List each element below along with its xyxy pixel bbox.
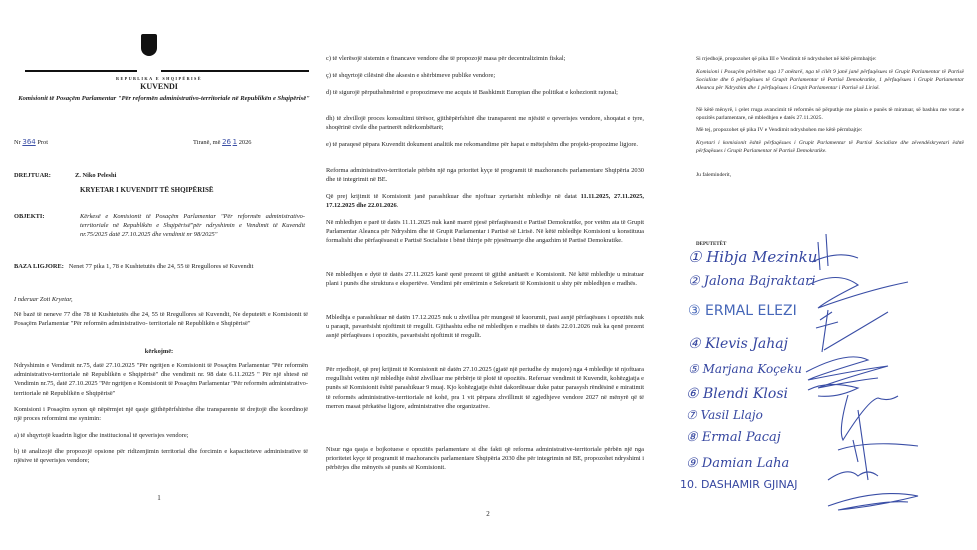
request-heading: kërkojmë: bbox=[144, 348, 174, 355]
signature-scribbles bbox=[798, 230, 928, 530]
signature-3: ③ ERMAL ELEZI bbox=[688, 303, 797, 319]
point4-paragraph: Më tej, propozohet që pika IV e Vendimit ndryshohen me këtë përmbajtje: bbox=[696, 127, 863, 133]
date-month-handwritten: 1 bbox=[232, 138, 238, 146]
second-meeting-paragraph: Në mbledhjen e dytë të datës 27.11.2025 kanë qenë prezent të gjithë anëtarët e Komisionit. Në këtë mbledhje u miratuar plani i punës dhe struktura e ekspertëve. Vendimi për emërimin e Sekretarit të Komisionit u shty për mbledhjen e rradhës. bbox=[326, 271, 644, 288]
signature-mark bbox=[838, 440, 918, 462]
signature-8: ⑧ Ermal Pacaj bbox=[686, 430, 781, 445]
legal-basis-text: Nenet 77 pika 1, 78 e Kushtetutës dhe 24, 55 të Rregullores së Kuvendit bbox=[68, 263, 254, 270]
list-item: d) të sigurojë përputhshmërinë e propozimeve me acquis të Bashkimit Europian dhe politikat e kohezionit rajonal; bbox=[326, 89, 618, 96]
third-meeting-paragraph: Mbledhja e parashikuar në datën 17.12.2025 nuk u zhvillua për mungesë të kuorumit, pasi asnjë përfaqësues i opozitës nuk u paraqit, pavarësisht njoftimit të rregullt. Gjithashtu edhe në mbledhjen e rradhës të datës 22.01.2026 nuk ka qenë prezent asnjë përfaqësues i opozitës, pavarësisht njoftimit të rregullt. bbox=[326, 314, 644, 340]
signature-mark bbox=[812, 234, 858, 270]
signature-4: ④ Klevis Jahaj bbox=[688, 336, 788, 352]
date-day-handwritten: 26 bbox=[222, 138, 231, 146]
meetings-text: Që prej krijimit të Komisionit janë parashikuar dhe njoftuar zyrtarisht mbledhje në datat bbox=[326, 193, 577, 200]
consequence-paragraph: Për rrjedhojë, që prej krijimit të Komisionit në datën 27.10.2025 (gjatë një periudhe dy mujore) nga 4 mbledhje të njoftuara rregullisht vetëm një mbledhje është zhvilluar me përbërje të plotë të opozitës. Referuar vendimit të Kuvendit, kohëzgjatja e punës së Komisionit është parashikuar 9 muaj. Kjo kohëzgjatje është dakordësuar duke patur parasysh rëndësinë e miratimit të reformës administrative-territoriale në kohë, pra 1 vit përpara zhvillimit të zgjedhjeve vendore 2027 në mënyrë që të merren masat përkatëse ligjore, administrative dhe organizative. bbox=[326, 366, 644, 410]
point3-quote: Komisioni i Posaçëm përbëhet nga 17 anëtarë, nga të cilët 9 janë janë përfaqësues të Grupit Parlamentar të Partisë Socialiste dhe 6 përfaqësues të Grupit Parlamentar të Partisë Demokratike, 1 përfaqësues i Grupit Parlamentar Aleanca për Ndryshim dhe 1 përfaqësues i Grupit Parlamentar i Partisë së Lirisë. bbox=[696, 69, 964, 91]
prot-label: Prot bbox=[37, 139, 48, 146]
list-item: dh) të zhvillojë proces konsultimi tërësor, gjithëpërfshirë dhe transparent me njësitë e qeverisjes vendore, shoqatat e tyre, shoqërinë civile dhe partnerët ndërkombëtarë; bbox=[326, 115, 644, 132]
header-rule-left bbox=[25, 70, 137, 72]
signature-mark bbox=[828, 472, 878, 480]
list-item: a) të shqyrtojë kuadrin ligjor dhe institucional të qeverisjes vendore; bbox=[14, 432, 189, 439]
subject-text: Kërkesë e Komisionit të Posaçëm Parlamentar "Për reformën administrativo-territoriale në Republikën e Shqipërisë"për ndryshimin e Vendimit të Kuvendit nr.75/2025 datë 27.10.2025 dhe vendimit nr 98/2025" bbox=[80, 213, 305, 239]
signatories-heading: DEPUTETËT bbox=[696, 242, 727, 247]
date-year: 2026 bbox=[238, 139, 252, 146]
coat-of-arms-emblem bbox=[141, 34, 157, 56]
document-page-1 bbox=[0, 0, 318, 550]
proposal-paragraph: Nisur nga qasja e bojkotuese e opozitës parlamentare si dhe fakti që reforma administrative-territoriale përbën një nga prioritetet kyçe të programit të mazhorancës parlamentare Shqipëria 2030 dhe për integrimin në BE, propozohet ndryshimi i përbërjes dhe mënyrës së punës së Komisionit. bbox=[326, 446, 644, 472]
document-date bbox=[193, 138, 251, 147]
manner-paragraph: Në këtë mënyrë, i çelet rruga avancimit të reformës në përputhje me planin e punës të miratuar, së bashku me votat e opozitës parlamentare, në mbledhjen e datës 27.11.2025. bbox=[696, 107, 964, 121]
point4-quote: Kryetari i komisionit është përfaqësues i Grupit Parlamentar të Partisë Socialiste dhe zëvendëskryetari është përfaqësues i Grupit Parlamentar të Partisë Demokratike. bbox=[696, 140, 964, 154]
signature-7: ⑦ Vasil Llajo bbox=[686, 408, 763, 422]
signature-mark bbox=[841, 395, 898, 480]
first-meeting-paragraph: Në mbledhjen e parë të datës 11.11.2025 nuk kanë marrë pjesë përfaqësuesit e Partisë Demokratike, por vetëm ata të Grupit Parlamentar Aleanca për Ndryshim dhe të Grupit Parlamentar i Partisë së Lirisë. Në këtë mbledhje Komisioni u konstituua formalisht dhe përfaqësuesit e Partisë Socialiste i bënë thirrje për pjesëmarrje dhe angazhim të Partisë Demokratike. bbox=[326, 219, 644, 245]
date-prefix: Tiranë, më bbox=[193, 139, 221, 146]
signature-mark bbox=[808, 384, 858, 396]
protocol-number bbox=[14, 138, 48, 147]
signature-6: ⑥ Blendi Klosi bbox=[686, 386, 788, 402]
nr-handwritten: 364 bbox=[22, 138, 36, 146]
signature-2: ② Jalona Bajraktari bbox=[688, 274, 816, 289]
republic-label: REPUBLIKA E SHQIPËRISË bbox=[116, 76, 202, 81]
salutation: I nderuar Zoti Kryetar, bbox=[14, 296, 73, 303]
reform-paragraph: Reforma administrativo-territoriale përbën një nga prioritet kyçe të programit të mazhorancës parlamentare Shqipëria 2030 dhe të integrimit në BE. bbox=[326, 167, 644, 184]
header-rule-right bbox=[161, 70, 309, 72]
closing-text: Ju faleminderit, bbox=[696, 172, 732, 178]
subject-label: OBJEKTI: bbox=[14, 213, 45, 220]
aim-paragraph: Komisioni i Posaçëm synon që nëpërmjet një qasje gjithëpërfshirëse dhe transparente të drejtojë dhe koordinojë një proces reformimi me synimin: bbox=[14, 406, 308, 423]
signature-9: ⑨ Damian Laha bbox=[686, 456, 790, 471]
signature-mark bbox=[806, 357, 888, 388]
signature-10: 10. DASHAMIR GJINAJ bbox=[680, 478, 798, 491]
page-number: 1 bbox=[157, 494, 161, 502]
list-item: c) të vlerësojë sistemin e financave vendore dhe të propozojë masa për decentralizimin fiskal; bbox=[326, 55, 566, 62]
document-page-2 bbox=[318, 0, 658, 550]
legal-basis bbox=[14, 262, 314, 271]
list-item: e) të paraqesë pëpara Kuvendit dokument analitik me rekomandime për hapat e mëtejshëm dhe projekt-propozime ligjore. bbox=[326, 141, 638, 148]
addressee-name: Z. Niko Peleshi bbox=[75, 172, 117, 179]
meetings-paragraph: Që prej krijimit të Komisionit janë parashikuar dhe njoftuar zyrtarisht mbledhje në datat 11.11.2025, 27.11.2025, 17.12.2025 dhe 22.01.2026. bbox=[326, 193, 644, 210]
point3-paragraph: Si rrjedhojë, propozohet që pika III e Vendimit të ndryshohet në këtë përmbajtje: bbox=[696, 56, 877, 62]
request-paragraph: Ndryshimin e Vendimit nr.75, datë 27.10.2025 "Për ngritjen e Komisionit të Posaçëm Parlamentar "Për reformën administrativo-territoriale në Republikën e Shqipërisë" dhe vendimit nr. 98 date 6.11.2025 " Për një shtesë në Vendimin nr.75, datë 27.10.2025 "Për ngritjen e Komisionit të Posaçëm Parlamentar "Për reformën administrativo-territoriale në Republikën e Shqipërisë" bbox=[14, 362, 308, 397]
intro-paragraph: Në bazë të neneve 77 dhe 78 të Kushtetutës dhe 24, 55 të Rregullores së Kuvendit, Ne deputetët e Komisionit të Posaçëm Parlamentar "Për reformën administrativo- territoriale në Republikën e Shqipërisë" bbox=[14, 311, 308, 328]
signature-mark bbox=[828, 494, 918, 510]
document-page-3 bbox=[658, 0, 977, 550]
institution-name: KUVENDI bbox=[140, 82, 178, 91]
signature-5: ⑤ Marjana Koçeku bbox=[688, 362, 803, 376]
page-number: 2 bbox=[486, 510, 490, 518]
list-item: ç) të shqyrtojë cilësinë dhe aksesin e shërbimeve publike vendore; bbox=[326, 72, 496, 79]
list-item: b) të analizojë dhe propozojë opsione për ridizenjimin territorial dhe forcimin e kapaciteteve administrative të njësive të qeverisjes vendore; bbox=[14, 448, 308, 465]
committee-name: Komisionit të Posaçëm Parlamentar "Për reformën administrativo-territoriale në Republikën e Shqipërisë" bbox=[18, 95, 310, 102]
signature-1: ① Hibja Mezinku bbox=[688, 248, 818, 266]
addressee-label: DREJTUAR: bbox=[14, 172, 51, 179]
signature-mark bbox=[808, 278, 908, 309]
addressee-title: KRYETAR I KUVENDIT TË SHQIPËRISË bbox=[80, 186, 214, 194]
meetings-dates: 11.11.2025, 27.11.2025, 17.12.2025 dhe 22.01.2026 bbox=[326, 193, 644, 210]
signature-mark bbox=[816, 310, 888, 352]
nr-label: Nr bbox=[14, 139, 21, 146]
legal-basis-label: BAZA LIGJORE: bbox=[14, 263, 64, 270]
